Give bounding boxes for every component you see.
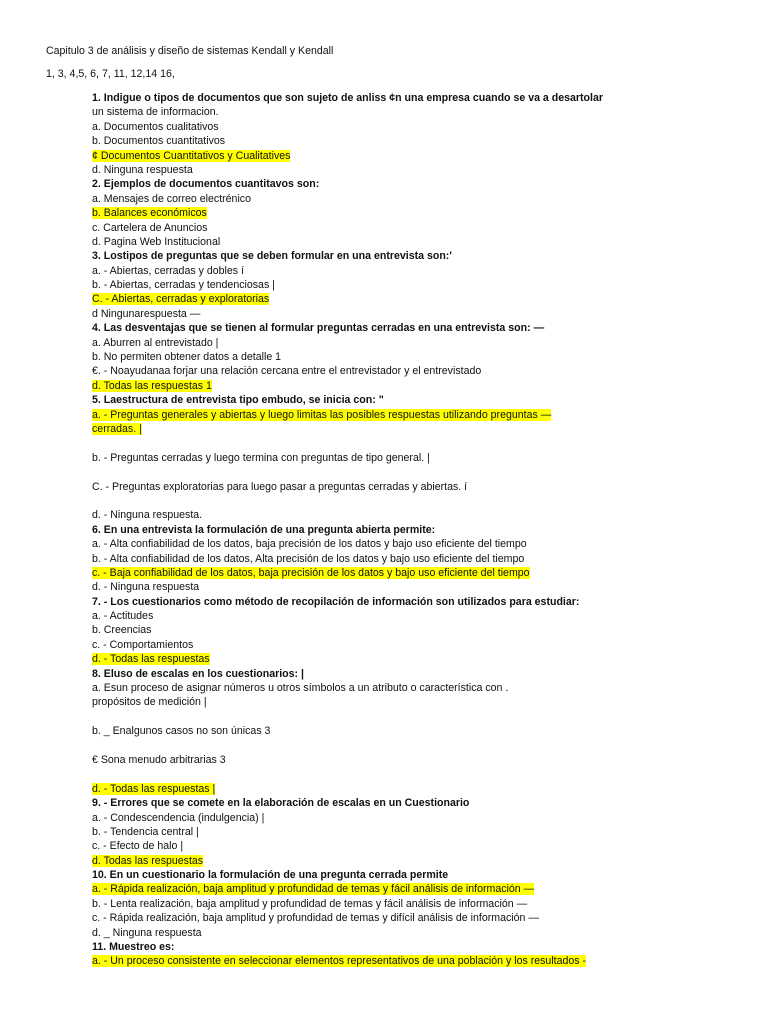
highlighted-answer-line: [92, 408, 752, 422]
text-line: [92, 638, 752, 652]
line-text: cerradas. |: [92, 422, 142, 435]
line-text: a. - Alta confiabilidad de los datos, baja precisión de los datos y bajo uso eficiente del tiempo: [92, 538, 527, 551]
highlighted-answer-line: [92, 422, 752, 436]
line-text: a. - Condescendencia (indulgencia) |: [92, 811, 265, 824]
line-text: €. - Noayudanaa forjar una relación cercana entre el entrevistador y el entrevistado: [92, 365, 482, 378]
text-line: [92, 537, 752, 551]
question-line: [92, 249, 752, 263]
text-line: [92, 105, 752, 119]
text-line: [92, 508, 752, 522]
line-text: 7. - Los cuestionarios como método de recopilación de información son utilizados para estudiar:: [92, 595, 580, 608]
line-text: b. - Alta confiabilidad de los datos, Alta precisión de los datos y bajo uso eficiente del tiempo: [92, 552, 525, 565]
line-text: 5. Laestructura de entrevista tipo embudo, se inicia con: ": [92, 394, 384, 407]
question-line: [92, 91, 752, 105]
line-text: 9. - Errores que se comete en la elaboración de escalas en un Cuestionario: [92, 797, 470, 810]
highlighted-answer-line: [92, 782, 752, 796]
text-line: [92, 192, 752, 206]
text-line: [92, 911, 752, 925]
text-line: [92, 724, 752, 738]
text-line: [92, 695, 752, 709]
text-line: [92, 278, 752, 292]
line-text: a. Esun proceso de asignar números u otros símbolos a un atributo o característica con .: [92, 682, 509, 695]
highlighted-answer-line: [92, 566, 752, 580]
text-line: [92, 681, 752, 695]
highlighted-answer-line: [92, 954, 752, 968]
text-line: [92, 350, 752, 364]
text-line: [92, 623, 752, 637]
line-text: a. Documentos cualitativos: [92, 120, 219, 133]
question-line: [92, 321, 752, 335]
text-line: [92, 552, 752, 566]
line-text: a. Mensajes de correo electrénico: [92, 192, 251, 205]
line-text: d. Todas las respuestas: [92, 854, 204, 867]
line-text: c. - Baja confiabilidad de los datos, baja precisión de los datos y bajo uso eficiente del tiempo: [92, 566, 530, 579]
line-text: d. - Ninguna respuesta.: [92, 509, 203, 522]
text-line: [92, 825, 752, 839]
line-text: c. - Rápida realización, baja amplitud y profundidad de temas y difícil análisis de información —: [92, 912, 539, 925]
line-text: a. - Abiertas, cerradas y dobles í: [92, 264, 244, 277]
document-body: [92, 91, 752, 969]
line-text: C. - Preguntas exploratorias para luego pasar a preguntas cerradas y abiertas. í: [92, 480, 468, 493]
text-line: [92, 480, 752, 494]
line-text: a. - Un proceso consistente en seleccionar elementos representativos de una población y los resultados -: [92, 955, 587, 968]
line-text: propósitos de medición |: [92, 696, 207, 709]
line-text: d. - Todas las respuestas |: [92, 782, 216, 795]
line-text: b. Balances económicos: [92, 207, 207, 220]
question-line: [92, 595, 752, 609]
text-line: [92, 897, 752, 911]
text-line: [92, 120, 752, 134]
line-text: b. No permiten obtener datos a detalle 1: [92, 351, 282, 364]
highlighted-answer-line: [92, 292, 752, 306]
line-text: b. - Preguntas cerradas y luego termina con preguntas de tipo general. |: [92, 451, 430, 464]
line-text: a. - Rápida realización, baja amplitud y profundidad de temas y fácil análisis de información —: [92, 883, 535, 896]
line-text: d Ningunarespuesta —: [92, 307, 201, 320]
line-text: d. - Todas las respuestas: [92, 653, 210, 666]
text-line: [92, 221, 752, 235]
text-line: [92, 753, 752, 767]
line-text: c. Cartelera de Anuncios: [92, 221, 208, 234]
line-text: un sistema de informacion.: [92, 106, 219, 119]
text-line: [92, 580, 752, 594]
line-text: c. - Comportamientos: [92, 638, 194, 651]
line-text: b. - Lenta realización, baja amplitud y profundidad de temas y fácil análisis de información —: [92, 897, 528, 910]
text-line: [92, 264, 752, 278]
highlighted-answer-line: [92, 854, 752, 868]
question-line: [92, 177, 752, 191]
highlighted-answer-line: [92, 379, 752, 393]
text-line: [92, 307, 752, 321]
question-line: [92, 393, 752, 407]
line-text: 3. Lostipos de preguntas que se deben formular en una entrevista son:': [92, 250, 452, 263]
text-line: [92, 364, 752, 378]
line-text: 2. Ejemplos de documentos cuantitavos son:: [92, 178, 320, 191]
line-text: C. - Abiertas, cerradas y exploratorias: [92, 293, 270, 306]
question-line: [92, 667, 752, 681]
line-text: d. _ Ninguna respuesta: [92, 926, 202, 939]
text-line: [92, 839, 752, 853]
text-line: [92, 451, 752, 465]
text-line: [92, 235, 752, 249]
line-text: b. _ Enalgunos casos no son únicas 3: [92, 725, 271, 738]
line-text: b. Creencias: [92, 624, 152, 637]
line-text: d. Ninguna respuesta: [92, 163, 193, 176]
question-line: [92, 868, 752, 882]
document-header: [46, 44, 333, 82]
highlighted-answer-line: [92, 206, 752, 220]
text-line: [92, 609, 752, 623]
line-text: 6. En una entrevista la formulación de una pregunta abierta permite:: [92, 523, 436, 536]
line-text: 1. Indigue o tipos de documentos que son sujeto de anliss ¢n una empresa cuando se va a desartolar: [92, 92, 603, 104]
text-line: [92, 811, 752, 825]
line-text: a. - Preguntas generales y abiertas y luego limitas las posibles respuestas utilizando preguntas —: [92, 408, 552, 421]
line-text: b. - Abiertas, cerradas y tendenciosas |: [92, 279, 275, 292]
line-text: ¢ Documentos Cuantitativos y Cualitatives: [92, 149, 291, 162]
highlighted-answer-line: [92, 149, 752, 163]
line-text: a. - Actitudes: [92, 610, 154, 623]
document-title: Capitulo 3 de análisis y diseño de sistemas Kendall y Kendall: [46, 45, 334, 57]
line-text: b. Documentos cuantitativos: [92, 135, 226, 148]
highlighted-answer-line: [92, 652, 752, 666]
line-text: 11. Muestreo es:: [92, 941, 175, 954]
line-text: d. Todas las respuestas 1: [92, 379, 212, 392]
line-text: € Sona menudo arbitrarias 3: [92, 753, 226, 766]
question-line: [92, 940, 752, 954]
question-line: [92, 796, 752, 810]
text-line: [92, 926, 752, 940]
text-line: [92, 134, 752, 148]
line-text: 4. Las desventajas que se tienen al formular preguntas cerradas en una entrevista son: —: [92, 322, 545, 335]
line-text: 10. En un cuestionario la formulación de una pregunta cerrada permite: [92, 869, 449, 882]
highlighted-answer-line: [92, 882, 752, 896]
document-subtitle: 1, 3, 4,5, 6, 7, 11, 12,14 16,: [46, 68, 175, 81]
question-line: [92, 523, 752, 537]
line-text: 8. Eluso de escalas en los cuestionarios: |: [92, 667, 304, 680]
line-text: a. Aburren al entrevistado |: [92, 336, 219, 349]
text-line: [92, 336, 752, 350]
text-line: [92, 163, 752, 177]
line-text: b. - Tendencia central |: [92, 825, 199, 838]
line-text: c. - Efecto de halo |: [92, 840, 184, 853]
line-text: d. - Ninguna respuesta: [92, 581, 200, 594]
line-text: d. Pagina Web Institucional: [92, 235, 221, 248]
